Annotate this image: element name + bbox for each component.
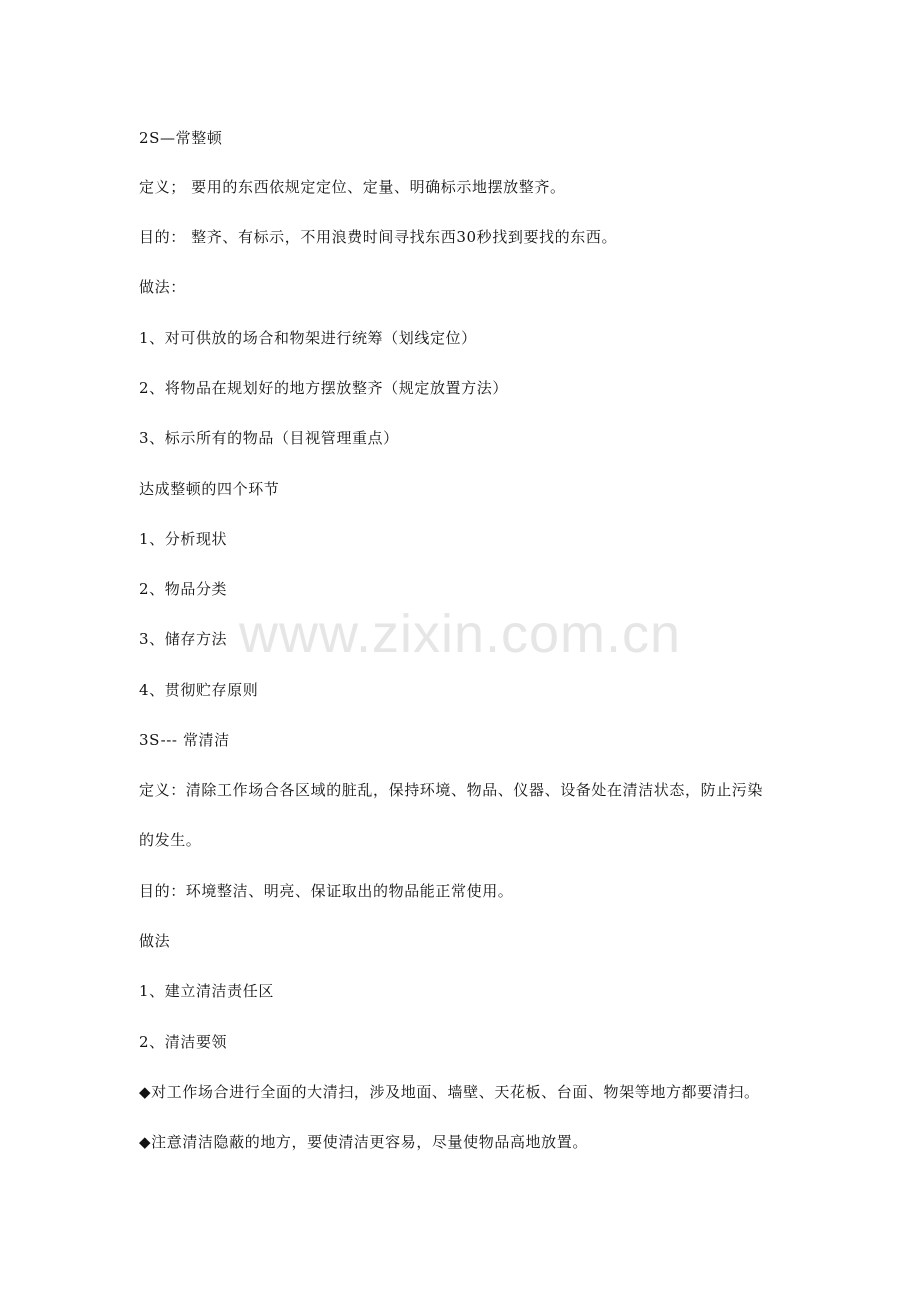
list-item: 4、贯彻贮存原则 — [139, 681, 259, 699]
definition-line: 定义：清除工作场合各区域的脏乱，保持环境、物品、仪器、设备处在清洁状态，防止污染 — [139, 781, 764, 799]
list-item: 2、将物品在规划好的地方摆放整齐（规定放置方法） — [139, 379, 508, 397]
definition-line-continued: 的发生。 — [139, 831, 202, 849]
bullet-item: ◆对工作场合进行全面的大清扫，涉及地面、墙壁、天花板、台面、物架等地方都要清扫。 — [139, 1083, 760, 1101]
list-item: 2、清洁要领 — [139, 1033, 228, 1051]
list-item: 1、对可供放的场合和物架进行统筹（划线定位） — [139, 329, 477, 347]
purpose-line: 目的：环境整洁、明亮、保证取出的物品能正常使用。 — [139, 882, 514, 900]
list-item: 1、分析现状 — [139, 530, 228, 548]
section-heading-3s: 3S--- 常清洁 — [139, 731, 230, 749]
bullet-item: ◆注意清洁隐蔽的地方，要使清洁更容易，尽量使物品高地放置。 — [139, 1133, 588, 1151]
method-heading: 做法 — [139, 932, 171, 950]
section-heading-2s: 2S—常整顿 — [139, 129, 223, 147]
purpose-line: 目的： 整齐、有标示，不用浪费时间寻找东西30秒找到要找的东西。 — [139, 228, 618, 246]
subheading-four-steps: 达成整顿的四个环节 — [139, 480, 280, 498]
list-item: 1、建立清洁责任区 — [139, 982, 274, 1000]
method-heading: 做法： — [139, 278, 186, 296]
watermark: www.zixin.com.cn — [238, 604, 682, 664]
list-item: 3、标示所有的物品（目视管理重点） — [139, 429, 399, 447]
list-item: 3、储存方法 — [139, 630, 228, 648]
definition-line: 定义； 要用的东西依规定定位、定量、明确标示地摆放整齐。 — [139, 178, 566, 196]
list-item: 2、物品分类 — [139, 580, 228, 598]
